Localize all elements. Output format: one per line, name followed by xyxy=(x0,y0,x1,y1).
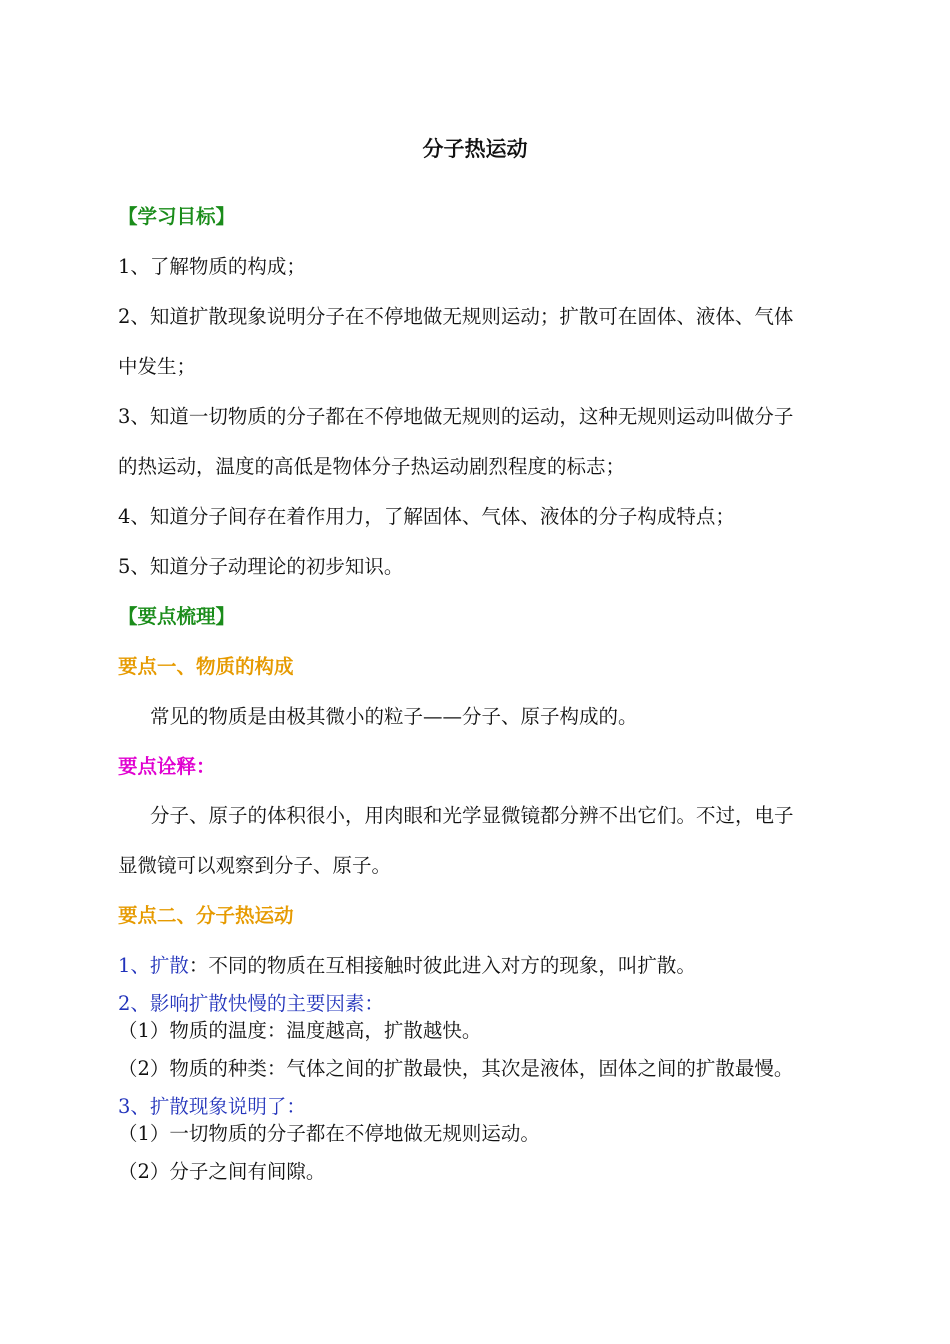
objective-line: 5、知道分子动理论的初步知识。 xyxy=(118,555,404,578)
diffusion-definition xyxy=(118,954,832,978)
objective-line: 2、知道扩散现象说明分子在不停地做无规则运动；扩散可在固体、液体、气体 xyxy=(118,305,794,328)
point1-text: 常见的物质是由极其微小的粒子——分子、原子构成的。 xyxy=(150,705,638,728)
objective-line: 的热运动，温度的高低是物体分子热运动剧烈程度的标志； xyxy=(118,455,626,478)
explain-heading: 要点诠释： xyxy=(118,755,216,778)
point2-heading: 要点二、分子热运动 xyxy=(118,904,294,927)
page-title: 分子热运动 xyxy=(422,136,528,161)
diffusion-text: ：不同的物质在互相接触时彼此进入对方的现象，叫扩散。 xyxy=(188,954,696,977)
point1-heading: 要点一、物质的构成 xyxy=(118,655,294,678)
explain-line: 显微镜可以观察到分子、原子。 xyxy=(118,854,392,877)
objective-line: 3、知道一切物质的分子都在不停地做无规则的运动，这种无规则运动叫做分子 xyxy=(118,405,794,428)
factor-item: （1）物质的温度：温度越高，扩散越快。 xyxy=(118,1019,482,1042)
factor-item: （2）物质的种类：气体之间的扩散最快，其次是液体，固体之间的扩散最慢。 xyxy=(118,1057,794,1080)
objective-line: 4、知道分子间存在着作用力，了解固体、气体、液体的分子构成特点； xyxy=(118,505,735,528)
diffusion-label: 1、扩散 xyxy=(118,954,189,977)
objective-line: 1、了解物质的构成； xyxy=(118,255,306,278)
factors-heading: 2、影响扩散快慢的主要因素： xyxy=(118,992,384,1015)
shows-item: （1）一切物质的分子都在不停地做无规则运动。 xyxy=(118,1122,540,1145)
keypoints-heading: 【要点梳理】 xyxy=(118,605,236,628)
shows-heading: 3、扩散现象说明了： xyxy=(118,1095,306,1118)
explain-line: 分子、原子的体积很小，用肉眼和光学显微镜都分辨不出它们。不过，电子 xyxy=(150,804,794,827)
objective-line: 中发生； xyxy=(118,355,197,378)
shows-item: （2）分子之间有间隙。 xyxy=(118,1160,326,1183)
objectives-heading: 【学习目标】 xyxy=(118,205,236,228)
